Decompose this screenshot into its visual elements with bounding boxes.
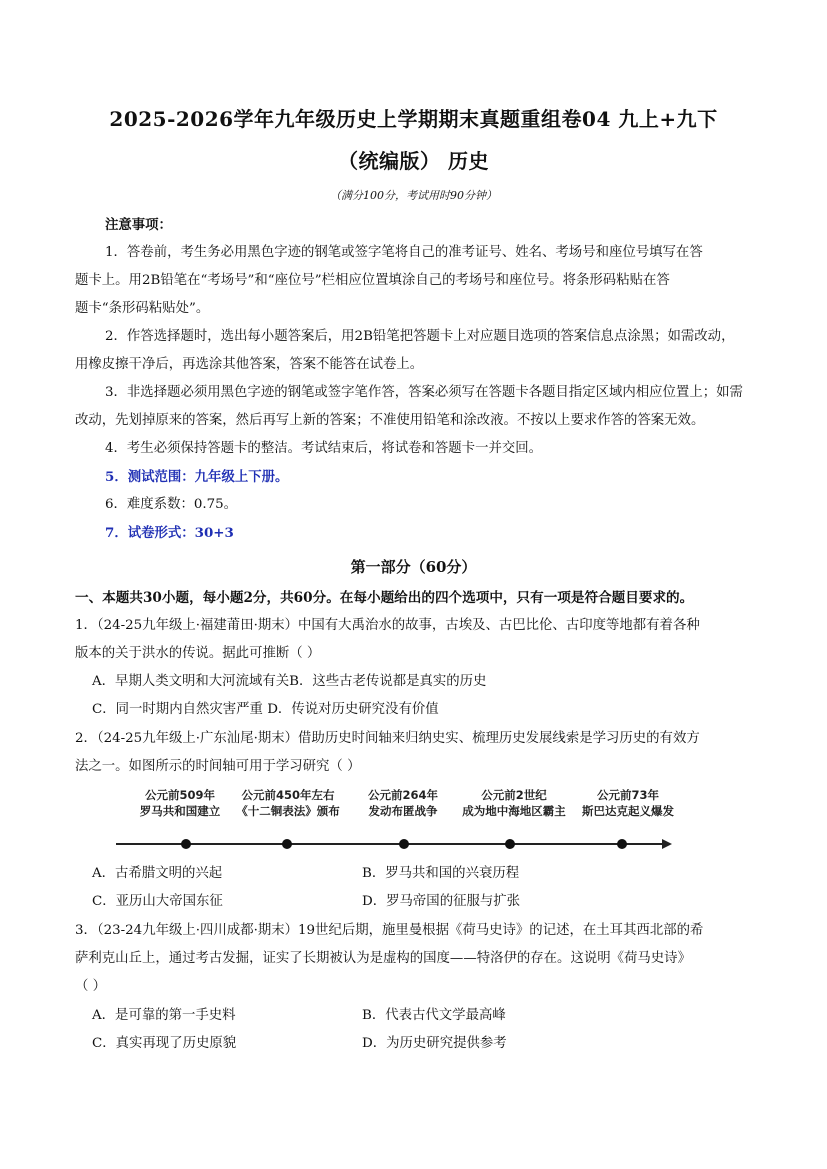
exam-title-line2: （统编版） 历史 <box>338 149 489 173</box>
question-2-option-a: A．古希腊文明的兴起 <box>92 866 223 881</box>
timeline-axis <box>116 843 664 845</box>
exam-subtitle: （满分100分，考试用时90分钟） <box>330 189 497 202</box>
timeline-arrow-icon <box>662 839 672 849</box>
question-2-option-b: B．罗马共和国的兴衰历程 <box>362 866 520 881</box>
timeline-label <box>368 787 438 819</box>
question-2-option-c: C．亚历山大帝国东征 <box>92 894 223 909</box>
timeline-year: 公元前2世纪 <box>481 788 547 802</box>
section-instruction: 一、本题共30小题，每小题2分，共60分。在每小题给出的四个选项中，只有一项是符合题目要求的。 <box>75 590 694 606</box>
question-2-option-d: D．罗马帝国的征服与扩张 <box>362 894 521 909</box>
question-3-option-c: C．真实再现了历史原貌 <box>92 1036 237 1051</box>
notice-line-scope: 5．测试范围：九年级上下册。 <box>105 469 289 485</box>
question-1-text: 版本的关于洪水的传说。据此可推断（ ） <box>75 646 321 661</box>
timeline-year: 公元前509年 <box>144 788 215 802</box>
notice-line: 改动，先划掉原来的答案，然后再写上新的答案；不准使用铅笔和涂改液。不按以上要求作答的答案无效。 <box>75 413 705 428</box>
timeline-event: 发动布匿战争 <box>368 804 438 818</box>
timeline-dot <box>181 839 191 849</box>
notice-line: 1．答卷前，考生务必用黑色字迹的钢笔或签字笔将自己的准考证号、姓名、考场号和座位号填写在答 <box>105 245 703 260</box>
question-1-text: 1．（24-25九年级上·福建莆田·期末）中国有大禹治水的故事，古埃及、古巴比伦、古印度等地都有着各种 <box>75 618 700 633</box>
timeline-event: 《十二铜表法》颁布 <box>236 804 340 818</box>
notice-line: 题卡上。用2B铅笔在“考场号”和“座位号”栏相应位置填涂自己的考场号和座位号。将条形码粘贴在答 <box>75 273 670 288</box>
question-1-options-ab: A．早期人类文明和大河流域有关B．这些古老传说都是真实的历史 <box>92 674 487 689</box>
timeline-label <box>462 787 566 819</box>
question-3-text: 萨利克山丘上，通过考古发掘，证实了长期被认为是虚构的国度——特洛伊的存在。这说明《荷马史诗》 <box>75 951 691 966</box>
timeline-dot <box>399 839 409 849</box>
notice-line: 3．非选择题必须用黑色字迹的钢笔或签字笔作答，答案必须写在答题卡各题目指定区域内相应位置上；如需 <box>105 385 743 400</box>
notice-line: 2．作答选择题时，选出每小题答案后，用2B铅笔把答题卡上对应题目选项的答案信息点涂黑；如需改动， <box>105 329 735 344</box>
question-1-options-cd: C．同一时期内自然灾害严重 D．传说对历史研究没有价值 <box>92 702 439 717</box>
exam-title-line1: 2025-2026学年九年级历史上学期期末真题重组卷04 九上+九下 <box>109 107 718 131</box>
question-3-text: 3．（23-24九年级上·四川成都·期末）19世纪后期，施里曼根据《荷马史诗》的记述，在土耳其西北部的希 <box>75 923 704 938</box>
timeline-dot <box>617 839 627 849</box>
timeline-event: 成为地中海地区霸主 <box>462 804 566 818</box>
timeline-event: 斯巴达克起义爆发 <box>582 804 674 818</box>
question-3-option-d: D．为历史研究提供参考 <box>362 1036 507 1051</box>
notice-line: 题卡“条形码粘贴处”。 <box>75 301 210 316</box>
timeline-year: 公元前450年左右 <box>241 788 335 802</box>
notice-line: 用橡皮擦干净后，再选涂其他答案，答案不能答在试卷上。 <box>75 357 424 372</box>
notice-heading: 注意事项： <box>105 217 172 233</box>
notice-line: 4．考生必须保持答题卡的整洁。考试结束后，将试卷和答题卡一并交回。 <box>105 441 543 456</box>
timeline-dot <box>282 839 292 849</box>
timeline-label <box>140 787 221 819</box>
question-2-text: 2．（24-25九年级上·广东汕尾·期末）借助历史时间轴来归纳史实、梳理历史发展线索是学习历史的有效方 <box>75 731 700 746</box>
notice-line: 6．难度系数：0.75。 <box>105 497 238 512</box>
timeline-year: 公元前264年 <box>367 788 439 802</box>
question-3-text: （ ） <box>75 979 107 994</box>
question-3-option-b: B．代表古代文学最高峰 <box>362 1008 506 1023</box>
question-2-text: 法之一。如图所示的时间轴可用于学习研究（ ） <box>75 759 361 774</box>
notice-line-format: 7．试卷形式：30+3 <box>105 525 234 541</box>
section-title: 第一部分（60分） <box>350 558 477 576</box>
timeline-figure <box>116 785 676 855</box>
timeline-label <box>236 787 340 819</box>
timeline-dot <box>505 839 515 849</box>
timeline-year: 公元前73年 <box>596 788 659 802</box>
timeline-event: 罗马共和国建立 <box>139 804 221 818</box>
question-3-option-a: A．是可靠的第一手史料 <box>92 1008 236 1023</box>
timeline-label <box>582 787 674 819</box>
